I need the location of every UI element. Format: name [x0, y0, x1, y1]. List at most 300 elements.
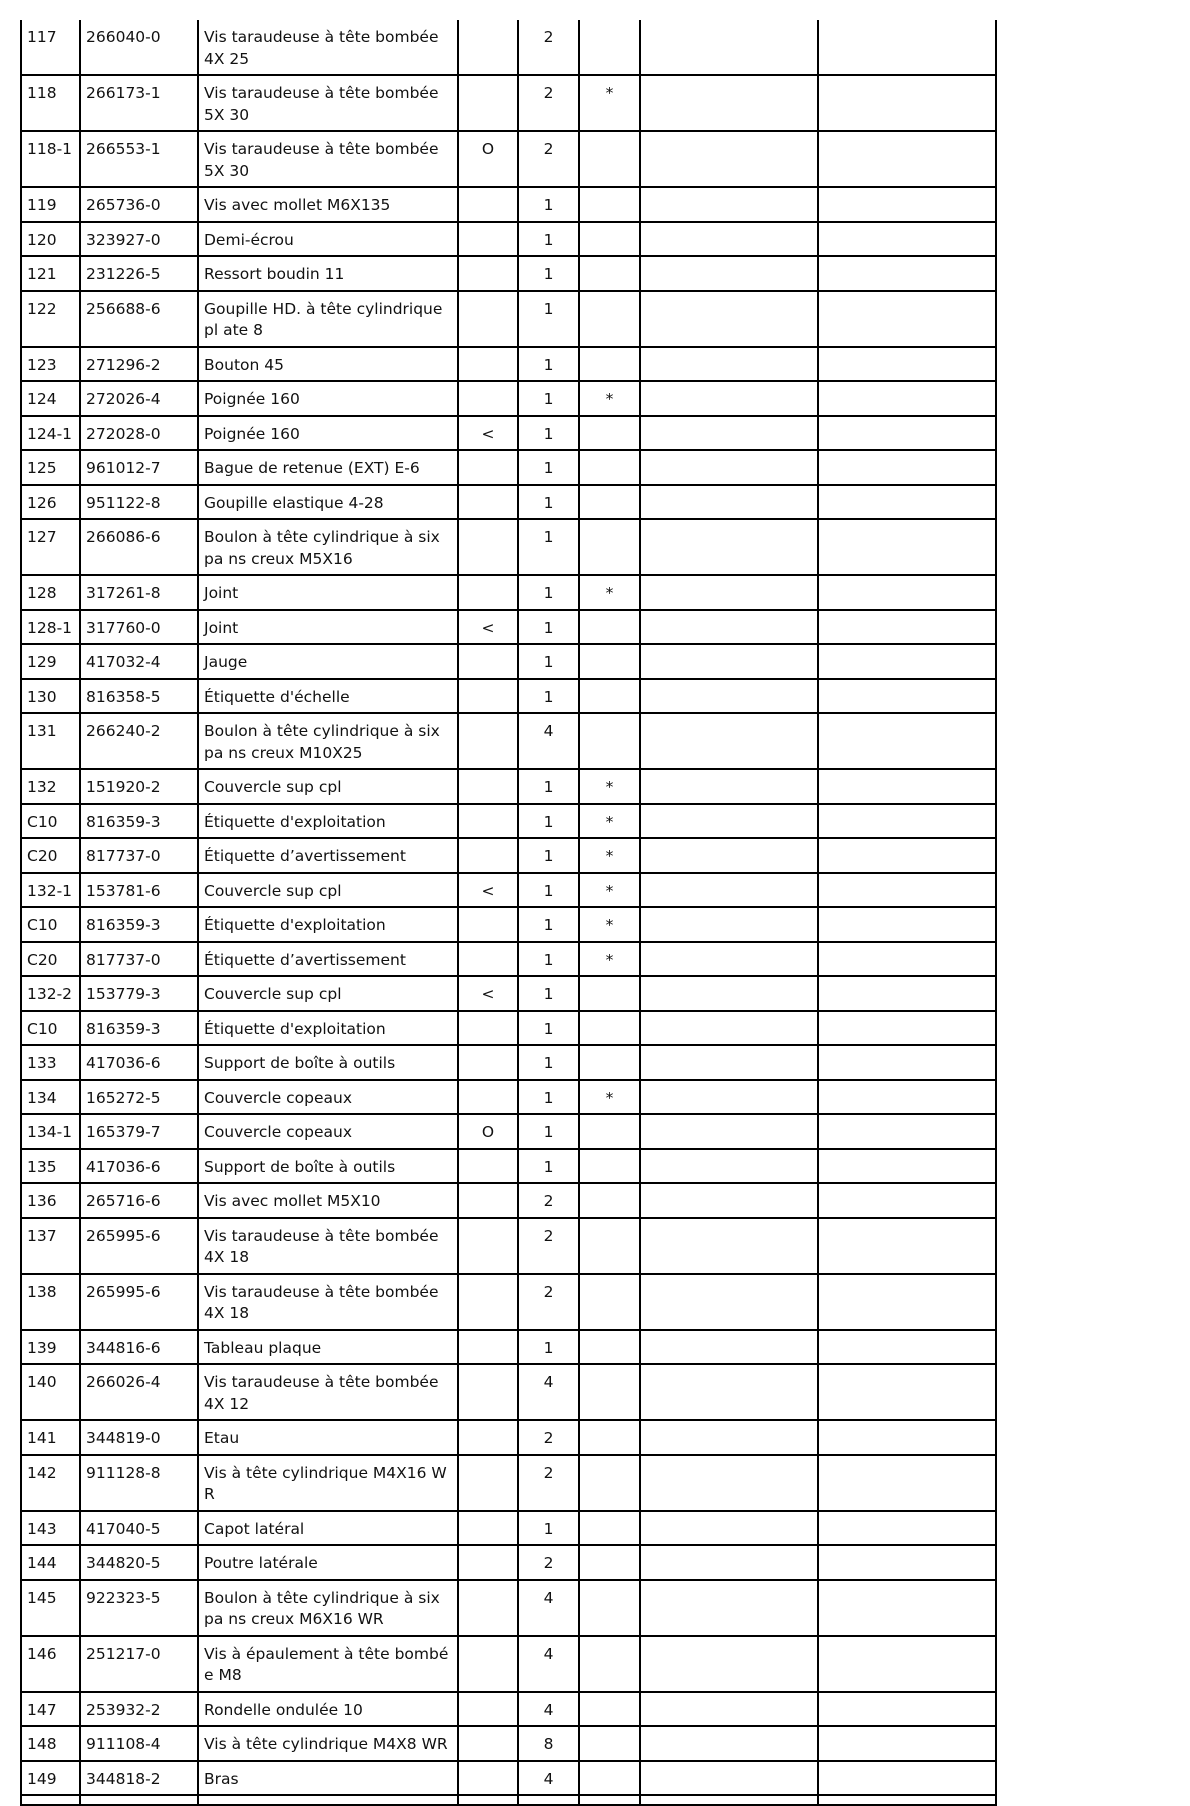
quantity-cell: 1 — [518, 1011, 579, 1046]
item-number-cell: 118-1 — [21, 131, 80, 187]
table-row — [21, 1330, 996, 1365]
item-number-cell: 121 — [21, 256, 80, 291]
mark-cell — [458, 1420, 518, 1455]
quantity-cell: 1 — [518, 942, 579, 977]
quantity-cell: 2 — [518, 20, 579, 75]
mark-cell — [458, 679, 518, 714]
quantity-cell: 2 — [518, 1274, 579, 1330]
item-number-cell: 137 — [21, 1218, 80, 1274]
table-row — [21, 450, 996, 485]
mark-cell — [458, 1580, 518, 1636]
table-row — [21, 838, 996, 873]
description-cell: Vis avec mollet M5X10 — [198, 1183, 458, 1218]
empty-cell — [640, 1580, 818, 1636]
empty-cell — [640, 1420, 818, 1455]
table-row — [21, 1364, 996, 1420]
table-row — [21, 416, 996, 451]
empty-cell — [818, 1274, 996, 1330]
mark-cell — [458, 1011, 518, 1046]
description-cell: Poignée 160 — [198, 416, 458, 451]
description-cell: Vis taraudeuse à tête bombée 5X 30 — [198, 75, 458, 131]
note-cell: * — [579, 873, 640, 908]
quantity-cell: 1 — [518, 1511, 579, 1546]
item-number-cell: 128-1 — [21, 610, 80, 645]
empty-cell — [818, 1149, 996, 1184]
table-row — [21, 187, 996, 222]
empty-cell — [818, 1545, 996, 1580]
note-cell — [579, 347, 640, 382]
note-cell — [579, 1114, 640, 1149]
empty-cell — [640, 610, 818, 645]
note-cell — [579, 610, 640, 645]
part-number-cell: 344819-0 — [80, 1420, 198, 1455]
quantity-cell: 4 — [518, 713, 579, 769]
mark-cell — [458, 1045, 518, 1080]
empty-cell — [640, 485, 818, 520]
table-row — [21, 976, 996, 1011]
part-number-cell: 253932-2 — [80, 1692, 198, 1727]
table-row — [21, 1080, 996, 1115]
note-cell: * — [579, 907, 640, 942]
parts-list-page — [20, 20, 997, 1806]
table-row — [21, 222, 996, 257]
mark-cell — [458, 187, 518, 222]
item-number-cell: 131 — [21, 713, 80, 769]
quantity-cell: 4 — [518, 1580, 579, 1636]
item-number-cell: 124-1 — [21, 416, 80, 451]
description-cell: Bague de retenue (EXT) E-6 — [198, 450, 458, 485]
table-row — [21, 1183, 996, 1218]
item-number-cell: 127 — [21, 519, 80, 575]
empty-cell — [640, 20, 818, 75]
quantity-cell: 1 — [518, 1330, 579, 1365]
description-cell: Vis avec mollet M6X135 — [198, 187, 458, 222]
mark-cell — [458, 1149, 518, 1184]
note-cell — [579, 1045, 640, 1080]
mark-cell — [458, 1761, 518, 1796]
item-number-cell: 146 — [21, 1636, 80, 1692]
empty-cell — [640, 291, 818, 347]
note-cell — [579, 1636, 640, 1692]
quantity-cell: 1 — [518, 519, 579, 575]
mark-cell — [458, 1183, 518, 1218]
empty-cell — [640, 679, 818, 714]
item-number-cell: 126 — [21, 485, 80, 520]
item-number-cell: C10 — [21, 907, 80, 942]
empty-cell — [818, 644, 996, 679]
note-cell — [579, 1183, 640, 1218]
note-cell: * — [579, 75, 640, 131]
quantity-cell: 1 — [518, 347, 579, 382]
quantity-cell: 2 — [518, 1455, 579, 1511]
mark-cell — [458, 1218, 518, 1274]
table-row — [21, 804, 996, 839]
mark-cell — [458, 20, 518, 75]
table-row-continuation — [21, 1795, 996, 1805]
note-cell — [579, 1545, 640, 1580]
empty-cell — [640, 644, 818, 679]
item-number-cell: 141 — [21, 1420, 80, 1455]
part-number-cell: 961012-7 — [80, 450, 198, 485]
empty-cell — [640, 1726, 818, 1761]
table-row — [21, 1636, 996, 1692]
part-number-cell: 816359-3 — [80, 907, 198, 942]
mark-cell — [458, 1364, 518, 1420]
empty-cell — [640, 1218, 818, 1274]
note-cell — [579, 1761, 640, 1796]
mark-cell — [458, 644, 518, 679]
part-number-cell: 344816-6 — [80, 1330, 198, 1365]
empty-cell — [818, 1636, 996, 1692]
empty-cell — [818, 1511, 996, 1546]
mark-cell — [458, 907, 518, 942]
part-number-cell: 417040-5 — [80, 1511, 198, 1546]
empty-cell — [640, 1011, 818, 1046]
part-number-cell: 266173-1 — [80, 75, 198, 131]
note-cell — [579, 1274, 640, 1330]
description-cell: Boulon à tête cylindrique à six pa ns creux M5X16 — [198, 519, 458, 575]
description-cell: Ressort boudin 11 — [198, 256, 458, 291]
table-row — [21, 1045, 996, 1080]
description-cell: Vis taraudeuse à tête bombée 4X 18 — [198, 1218, 458, 1274]
description-cell: Vis taraudeuse à tête bombée 4X 18 — [198, 1274, 458, 1330]
note-cell — [579, 679, 640, 714]
empty-cell — [818, 942, 996, 977]
mark-cell — [458, 1511, 518, 1546]
description-cell: Demi-écrou — [198, 222, 458, 257]
part-number-cell: 266553-1 — [80, 131, 198, 187]
table-row — [21, 1545, 996, 1580]
empty-cell — [640, 1149, 818, 1184]
item-number-cell: 125 — [21, 450, 80, 485]
empty-cell — [818, 976, 996, 1011]
mark-cell: O — [458, 131, 518, 187]
part-number-cell: 816359-3 — [80, 1011, 198, 1046]
item-number-cell: 145 — [21, 1580, 80, 1636]
table-row — [21, 256, 996, 291]
quantity-cell: 2 — [518, 1545, 579, 1580]
description-cell: Couvercle copeaux — [198, 1080, 458, 1115]
table-row — [21, 769, 996, 804]
mark-cell: < — [458, 976, 518, 1011]
table-row — [21, 1761, 996, 1796]
mark-cell — [458, 1726, 518, 1761]
note-cell — [579, 222, 640, 257]
description-cell: Couvercle sup cpl — [198, 769, 458, 804]
description-cell: Jauge — [198, 644, 458, 679]
mark-cell — [458, 942, 518, 977]
note-cell — [579, 450, 640, 485]
table-row — [21, 644, 996, 679]
empty-cell — [640, 256, 818, 291]
empty-cell — [640, 222, 818, 257]
table-row — [21, 942, 996, 977]
quantity-cell: 1 — [518, 1080, 579, 1115]
empty-cell — [640, 75, 818, 131]
item-number-cell: 124 — [21, 381, 80, 416]
mark-cell — [458, 347, 518, 382]
item-number-cell: 138 — [21, 1274, 80, 1330]
table-row — [21, 131, 996, 187]
mark-cell — [458, 1692, 518, 1727]
description-cell: Étiquette d'exploitation — [198, 804, 458, 839]
empty-cell — [640, 769, 818, 804]
item-number-cell: 117 — [21, 20, 80, 75]
item-number-cell: 140 — [21, 1364, 80, 1420]
part-number-cell: 256688-6 — [80, 291, 198, 347]
part-number-cell: 151920-2 — [80, 769, 198, 804]
mark-cell — [458, 1080, 518, 1115]
note-cell: * — [579, 838, 640, 873]
part-number-cell: 271296-2 — [80, 347, 198, 382]
table-row — [21, 485, 996, 520]
description-cell: Vis à tête cylindrique M4X16 WR — [198, 1455, 458, 1511]
empty-cell — [818, 679, 996, 714]
empty-cell — [80, 1795, 198, 1805]
empty-cell — [640, 838, 818, 873]
empty-cell — [640, 416, 818, 451]
note-cell — [579, 1218, 640, 1274]
mark-cell — [458, 485, 518, 520]
empty-cell — [640, 1114, 818, 1149]
empty-cell — [818, 519, 996, 575]
empty-cell — [458, 1795, 518, 1805]
quantity-cell: 4 — [518, 1636, 579, 1692]
part-number-cell: 153781-6 — [80, 873, 198, 908]
quantity-cell: 1 — [518, 381, 579, 416]
note-cell — [579, 20, 640, 75]
note-cell — [579, 713, 640, 769]
item-number-cell: 120 — [21, 222, 80, 257]
note-cell: * — [579, 804, 640, 839]
table-row — [21, 1011, 996, 1046]
note-cell — [579, 1580, 640, 1636]
description-cell: Poutre latérale — [198, 1545, 458, 1580]
part-number-cell: 816359-3 — [80, 804, 198, 839]
mark-cell — [458, 804, 518, 839]
quantity-cell: 8 — [518, 1726, 579, 1761]
quantity-cell: 4 — [518, 1364, 579, 1420]
part-number-cell: 266026-4 — [80, 1364, 198, 1420]
item-number-cell: 148 — [21, 1726, 80, 1761]
mark-cell — [458, 222, 518, 257]
empty-cell — [818, 1114, 996, 1149]
description-cell: Vis taraudeuse à tête bombée 4X 25 — [198, 20, 458, 75]
quantity-cell: 2 — [518, 75, 579, 131]
description-cell: Etau — [198, 1420, 458, 1455]
empty-cell — [818, 256, 996, 291]
description-cell: Bouton 45 — [198, 347, 458, 382]
item-number-cell: 132-1 — [21, 873, 80, 908]
note-cell — [579, 187, 640, 222]
note-cell — [579, 1692, 640, 1727]
description-cell: Étiquette d'exploitation — [198, 1011, 458, 1046]
part-number-cell: 323927-0 — [80, 222, 198, 257]
part-number-cell: 265716-6 — [80, 1183, 198, 1218]
part-number-cell: 165379-7 — [80, 1114, 198, 1149]
quantity-cell: 1 — [518, 679, 579, 714]
empty-cell — [640, 187, 818, 222]
empty-cell — [21, 1795, 80, 1805]
empty-cell — [198, 1795, 458, 1805]
part-number-cell: 266240-2 — [80, 713, 198, 769]
part-number-cell: 317261-8 — [80, 575, 198, 610]
item-number-cell: 132-2 — [21, 976, 80, 1011]
item-number-cell: 119 — [21, 187, 80, 222]
mark-cell — [458, 713, 518, 769]
empty-cell — [818, 450, 996, 485]
note-cell — [579, 1420, 640, 1455]
quantity-cell: 1 — [518, 1045, 579, 1080]
item-number-cell: 136 — [21, 1183, 80, 1218]
empty-cell — [818, 1364, 996, 1420]
item-number-cell: 133 — [21, 1045, 80, 1080]
part-number-cell: 922323-5 — [80, 1580, 198, 1636]
note-cell — [579, 1364, 640, 1420]
quantity-cell: 1 — [518, 610, 579, 645]
part-number-cell: 816358-5 — [80, 679, 198, 714]
empty-cell — [640, 873, 818, 908]
mark-cell — [458, 575, 518, 610]
table-row — [21, 381, 996, 416]
table-row — [21, 907, 996, 942]
item-number-cell: 147 — [21, 1692, 80, 1727]
mark-cell — [458, 291, 518, 347]
empty-cell — [818, 485, 996, 520]
empty-cell — [640, 1183, 818, 1218]
note-cell — [579, 1330, 640, 1365]
description-cell: Capot latéral — [198, 1511, 458, 1546]
table-row — [21, 575, 996, 610]
empty-cell — [640, 519, 818, 575]
note-cell — [579, 1511, 640, 1546]
description-cell: Étiquette d'échelle — [198, 679, 458, 714]
empty-cell — [818, 1692, 996, 1727]
empty-cell — [818, 1761, 996, 1796]
empty-cell — [818, 1330, 996, 1365]
item-number-cell: 123 — [21, 347, 80, 382]
part-number-cell: 265995-6 — [80, 1274, 198, 1330]
item-number-cell: C20 — [21, 942, 80, 977]
empty-cell — [640, 381, 818, 416]
empty-cell — [818, 610, 996, 645]
item-number-cell: 132 — [21, 769, 80, 804]
description-cell: Joint — [198, 610, 458, 645]
item-number-cell: 149 — [21, 1761, 80, 1796]
part-number-cell: 272026-4 — [80, 381, 198, 416]
note-cell — [579, 1455, 640, 1511]
part-number-cell: 344820-5 — [80, 1545, 198, 1580]
part-number-cell: 266040-0 — [80, 20, 198, 75]
empty-cell — [640, 976, 818, 1011]
note-cell — [579, 644, 640, 679]
description-cell: Support de boîte à outils — [198, 1045, 458, 1080]
part-number-cell: 265995-6 — [80, 1218, 198, 1274]
quantity-cell: 1 — [518, 769, 579, 804]
empty-cell — [640, 1045, 818, 1080]
quantity-cell: 1 — [518, 907, 579, 942]
table-row — [21, 1580, 996, 1636]
table-row — [21, 1455, 996, 1511]
mark-cell — [458, 1330, 518, 1365]
item-number-cell: C20 — [21, 838, 80, 873]
empty-cell — [640, 1455, 818, 1511]
mark-cell — [458, 1455, 518, 1511]
empty-cell — [640, 942, 818, 977]
empty-cell — [640, 1795, 818, 1805]
part-number-cell: 231226-5 — [80, 256, 198, 291]
mark-cell: < — [458, 610, 518, 645]
empty-cell — [640, 1511, 818, 1546]
part-number-cell: 344818-2 — [80, 1761, 198, 1796]
table-row — [21, 1420, 996, 1455]
note-cell — [579, 291, 640, 347]
empty-cell — [640, 907, 818, 942]
empty-cell — [640, 1636, 818, 1692]
quantity-cell: 1 — [518, 873, 579, 908]
item-number-cell: 143 — [21, 1511, 80, 1546]
note-cell: * — [579, 381, 640, 416]
mark-cell — [458, 450, 518, 485]
part-number-cell: 165272-5 — [80, 1080, 198, 1115]
part-number-cell: 817737-0 — [80, 942, 198, 977]
empty-cell — [818, 75, 996, 131]
empty-cell — [818, 381, 996, 416]
description-cell: Étiquette d’avertissement — [198, 838, 458, 873]
item-number-cell: C10 — [21, 804, 80, 839]
note-cell — [579, 519, 640, 575]
description-cell: Vis taraudeuse à tête bombée 5X 30 — [198, 131, 458, 187]
quantity-cell: 1 — [518, 416, 579, 451]
part-number-cell: 951122-8 — [80, 485, 198, 520]
quantity-cell: 1 — [518, 450, 579, 485]
item-number-cell: 144 — [21, 1545, 80, 1580]
item-number-cell: 122 — [21, 291, 80, 347]
note-cell — [579, 1011, 640, 1046]
quantity-cell: 1 — [518, 575, 579, 610]
description-cell: Étiquette d’avertissement — [198, 942, 458, 977]
note-cell — [579, 131, 640, 187]
empty-cell — [818, 1011, 996, 1046]
quantity-cell: 2 — [518, 1183, 579, 1218]
part-number-cell: 251217-0 — [80, 1636, 198, 1692]
item-number-cell: 142 — [21, 1455, 80, 1511]
empty-cell — [818, 873, 996, 908]
empty-cell — [640, 1761, 818, 1796]
table-row — [21, 519, 996, 575]
item-number-cell: 139 — [21, 1330, 80, 1365]
description-cell: Joint — [198, 575, 458, 610]
item-number-cell: 134 — [21, 1080, 80, 1115]
table-row — [21, 1149, 996, 1184]
mark-cell — [458, 256, 518, 291]
table-row — [21, 1726, 996, 1761]
part-number-cell: 317760-0 — [80, 610, 198, 645]
quantity-cell: 1 — [518, 222, 579, 257]
table-row — [21, 1218, 996, 1274]
empty-cell — [640, 575, 818, 610]
empty-cell — [818, 575, 996, 610]
empty-cell — [818, 907, 996, 942]
part-number-cell: 417032-4 — [80, 644, 198, 679]
mark-cell — [458, 381, 518, 416]
empty-cell — [818, 1580, 996, 1636]
table-row — [21, 1692, 996, 1727]
note-cell — [579, 1149, 640, 1184]
table-row — [21, 873, 996, 908]
empty-cell — [818, 131, 996, 187]
empty-cell — [818, 222, 996, 257]
